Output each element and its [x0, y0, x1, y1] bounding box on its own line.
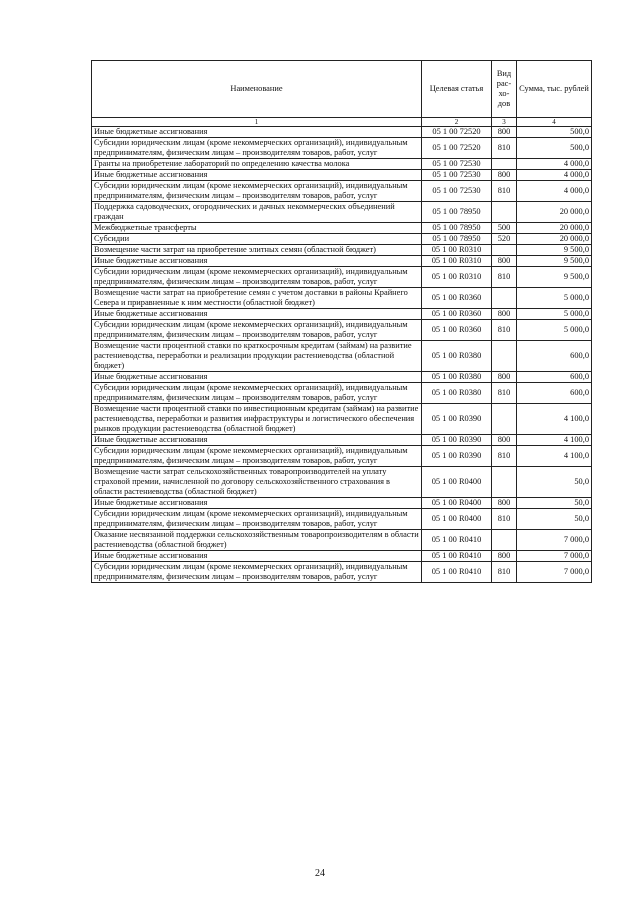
- row-expense-type: 810: [492, 509, 517, 530]
- table-row: [92, 341, 592, 372]
- table-row: [92, 467, 592, 498]
- table-body: [92, 127, 592, 583]
- row-target-article: 05 1 00 R0410: [422, 562, 492, 583]
- row-expense-type: 800: [492, 309, 517, 320]
- row-amount: 4 000,0: [517, 170, 592, 181]
- row-amount: 7 000,0: [517, 551, 592, 562]
- table-row: [92, 320, 592, 341]
- header-number-2: 2: [422, 118, 492, 127]
- table-row: [92, 256, 592, 267]
- table-row: [92, 234, 592, 245]
- row-expense-type: 810: [492, 320, 517, 341]
- row-expense-type: 500: [492, 223, 517, 234]
- header-target-article: Целевая статья: [422, 61, 492, 118]
- row-name: Межбюджетные трансферты: [92, 223, 422, 234]
- row-target-article: 05 1 00 R0400: [422, 509, 492, 530]
- row-name: Иные бюджетные ассигнования: [92, 551, 422, 562]
- row-target-article: 05 1 00 R0410: [422, 551, 492, 562]
- table-row: [92, 551, 592, 562]
- row-amount: 9 500,0: [517, 267, 592, 288]
- row-expense-type: [492, 159, 517, 170]
- row-target-article: 05 1 00 R0390: [422, 446, 492, 467]
- table-row: [92, 383, 592, 404]
- row-name: Субсидии юридическим лицам (кроме некоммерческих организаций), индивидуальным предпринимателям, физическим лицам – производителям товаров, работ, услуг: [92, 138, 422, 159]
- row-target-article: 05 1 00 R0360: [422, 320, 492, 341]
- row-target-article: 05 1 00 R0400: [422, 498, 492, 509]
- row-amount: 4 000,0: [517, 181, 592, 202]
- row-amount: 5 000,0: [517, 320, 592, 341]
- row-expense-type: 520: [492, 234, 517, 245]
- row-target-article: 05 1 00 78950: [422, 223, 492, 234]
- row-target-article: 05 1 00 R0380: [422, 372, 492, 383]
- row-name: Субсидии юридическим лицам (кроме некоммерческих организаций), индивидуальным предпринимателям, физическим лицам – производителям товаров, работ, услуг: [92, 320, 422, 341]
- row-target-article: 05 1 00 R0360: [422, 288, 492, 309]
- row-name: Иные бюджетные ассигнования: [92, 372, 422, 383]
- header-number-4: 4: [517, 118, 592, 127]
- row-target-article: 05 1 00 R0390: [422, 404, 492, 435]
- row-name: Субсидии юридическим лицам (кроме некоммерческих организаций), индивидуальным предпринимателям, физическим лицам – производителям товаров, работ, услуг: [92, 267, 422, 288]
- row-target-article: 05 1 00 R0410: [422, 530, 492, 551]
- header-name: Наименование: [92, 61, 422, 118]
- row-name: Иные бюджетные ассигнования: [92, 170, 422, 181]
- table-row: [92, 170, 592, 181]
- row-name: Возмещение части затрат сельскохозяйственных товаропроизводителей на уплату страховой премии, начисленной по договору сельскохозяйственного страхования в области растениеводства (областной бюджет): [92, 467, 422, 498]
- table-row: [92, 309, 592, 320]
- table-row: [92, 127, 592, 138]
- row-expense-type: 800: [492, 170, 517, 181]
- table-row: [92, 267, 592, 288]
- row-amount: 4 000,0: [517, 159, 592, 170]
- row-name: Возмещение части процентной ставки по краткосрочным кредитам (займам) на развитие растениеводства, переработки и реализации продукции растениеводства (областной бюджет): [92, 341, 422, 372]
- table-row: [92, 435, 592, 446]
- row-name: Иные бюджетные ассигнования: [92, 498, 422, 509]
- row-target-article: 05 1 00 R0380: [422, 383, 492, 404]
- row-name: Иные бюджетные ассигнования: [92, 309, 422, 320]
- row-amount: 50,0: [517, 498, 592, 509]
- row-amount: 4 100,0: [517, 404, 592, 435]
- table-row: [92, 562, 592, 583]
- row-amount: 20 000,0: [517, 202, 592, 223]
- table-row: [92, 404, 592, 435]
- row-amount: 500,0: [517, 138, 592, 159]
- row-target-article: 05 1 00 R0390: [422, 435, 492, 446]
- row-expense-type: [492, 467, 517, 498]
- header-amount: Сумма, тыс. рублей: [517, 61, 592, 118]
- row-expense-type: 810: [492, 138, 517, 159]
- row-name: Иные бюджетные ассигнования: [92, 256, 422, 267]
- row-expense-type: 810: [492, 446, 517, 467]
- row-expense-type: 810: [492, 383, 517, 404]
- row-name: Поддержка садоводческих, огороднических и дачных некоммерческих объединений граждан: [92, 202, 422, 223]
- row-amount: 600,0: [517, 372, 592, 383]
- row-amount: 7 000,0: [517, 562, 592, 583]
- table-row: [92, 446, 592, 467]
- row-name: Субсидии юридическим лицам (кроме некоммерческих организаций), индивидуальным предпринимателям, физическим лицам – производителям товаров, работ, услуг: [92, 181, 422, 202]
- row-amount: 7 000,0: [517, 530, 592, 551]
- row-target-article: 05 1 00 72530: [422, 159, 492, 170]
- table-row: [92, 372, 592, 383]
- row-expense-type: [492, 530, 517, 551]
- row-name: Возмещение части затрат на приобретение элитных семян (областной бюджет): [92, 245, 422, 256]
- row-amount: 4 100,0: [517, 435, 592, 446]
- table-row: [92, 288, 592, 309]
- table-row: [92, 530, 592, 551]
- table-row: [92, 202, 592, 223]
- row-target-article: 05 1 00 72520: [422, 138, 492, 159]
- header-number-3: 3: [492, 118, 517, 127]
- row-name: Субсидии юридическим лицам (кроме некоммерческих организаций), индивидуальным предпринимателям, физическим лицам – производителям товаров, работ, услуг: [92, 383, 422, 404]
- budget-table: [91, 60, 592, 583]
- row-name: Субсидии: [92, 234, 422, 245]
- row-target-article: 05 1 00 R0310: [422, 245, 492, 256]
- row-amount: 9 500,0: [517, 256, 592, 267]
- row-name: Иные бюджетные ассигнования: [92, 435, 422, 446]
- row-expense-type: 800: [492, 435, 517, 446]
- row-name: Субсидии юридическим лицам (кроме некоммерческих организаций), индивидуальным предпринимателям, физическим лицам – производителям товаров, работ, услуг: [92, 446, 422, 467]
- row-name: Субсидии юридическим лицам (кроме некоммерческих организаций), индивидуальным предпринимателям, физическим лицам – производителям товаров, работ, услуг: [92, 509, 422, 530]
- table-row: [92, 181, 592, 202]
- row-target-article: 05 1 00 R0380: [422, 341, 492, 372]
- table-row: [92, 159, 592, 170]
- row-amount: 4 100,0: [517, 446, 592, 467]
- row-expense-type: 800: [492, 551, 517, 562]
- row-expense-type: [492, 404, 517, 435]
- row-expense-type: 800: [492, 256, 517, 267]
- row-target-article: 05 1 00 78950: [422, 234, 492, 245]
- row-target-article: 05 1 00 R0360: [422, 309, 492, 320]
- row-name: Возмещение части процентной ставки по инвестиционным кредитам (займам) на развитие растениеводства, переработки и развития инфраструктуры и логистического обеспечения рынков продукции растениеводства (областной бюджет): [92, 404, 422, 435]
- row-expense-type: [492, 202, 517, 223]
- row-target-article: 05 1 00 R0310: [422, 256, 492, 267]
- row-expense-type: [492, 288, 517, 309]
- row-amount: 50,0: [517, 467, 592, 498]
- row-expense-type: 800: [492, 372, 517, 383]
- header-number-1: 1: [92, 118, 422, 127]
- row-expense-type: [492, 245, 517, 256]
- row-expense-type: 800: [492, 127, 517, 138]
- row-target-article: 05 1 00 R0400: [422, 467, 492, 498]
- row-target-article: 05 1 00 72520: [422, 127, 492, 138]
- row-name: Возмещение части затрат на приобретение семян с учетом доставки в районы Крайнего Севера и приравненные к ним местности (областной бюджет): [92, 288, 422, 309]
- row-name: Оказание несвязанной поддержки сельскохозяйственным товаропроизводителям в области растениеводства (областной бюджет): [92, 530, 422, 551]
- row-name: Иные бюджетные ассигнования: [92, 127, 422, 138]
- table-row: [92, 509, 592, 530]
- row-target-article: 05 1 00 78950: [422, 202, 492, 223]
- row-expense-type: 810: [492, 267, 517, 288]
- row-expense-type: [492, 341, 517, 372]
- row-amount: 9 500,0: [517, 245, 592, 256]
- row-expense-type: 800: [492, 498, 517, 509]
- row-amount: 500,0: [517, 127, 592, 138]
- row-expense-type: 810: [492, 181, 517, 202]
- row-expense-type: 810: [492, 562, 517, 583]
- row-name: Субсидии юридическим лицам (кроме некоммерческих организаций), индивидуальным предпринимателям, физическим лицам – производителям товаров, работ, услуг: [92, 562, 422, 583]
- table-row: [92, 223, 592, 234]
- row-amount: 5 000,0: [517, 309, 592, 320]
- row-amount: 20 000,0: [517, 223, 592, 234]
- page-number: 24: [315, 868, 325, 879]
- table-row: [92, 498, 592, 509]
- row-amount: 50,0: [517, 509, 592, 530]
- table-row: [92, 138, 592, 159]
- row-amount: 600,0: [517, 341, 592, 372]
- row-amount: 20 000,0: [517, 234, 592, 245]
- header-expense-type: Вид рас-хо-дов: [492, 61, 517, 118]
- table-header: [92, 61, 592, 127]
- row-target-article: 05 1 00 72530: [422, 181, 492, 202]
- row-target-article: 05 1 00 72530: [422, 170, 492, 181]
- row-name: Гранты на приобретение лабораторий по определению качества молока: [92, 159, 422, 170]
- row-amount: 600,0: [517, 383, 592, 404]
- table-row: [92, 245, 592, 256]
- row-amount: 5 000,0: [517, 288, 592, 309]
- row-target-article: 05 1 00 R0310: [422, 267, 492, 288]
